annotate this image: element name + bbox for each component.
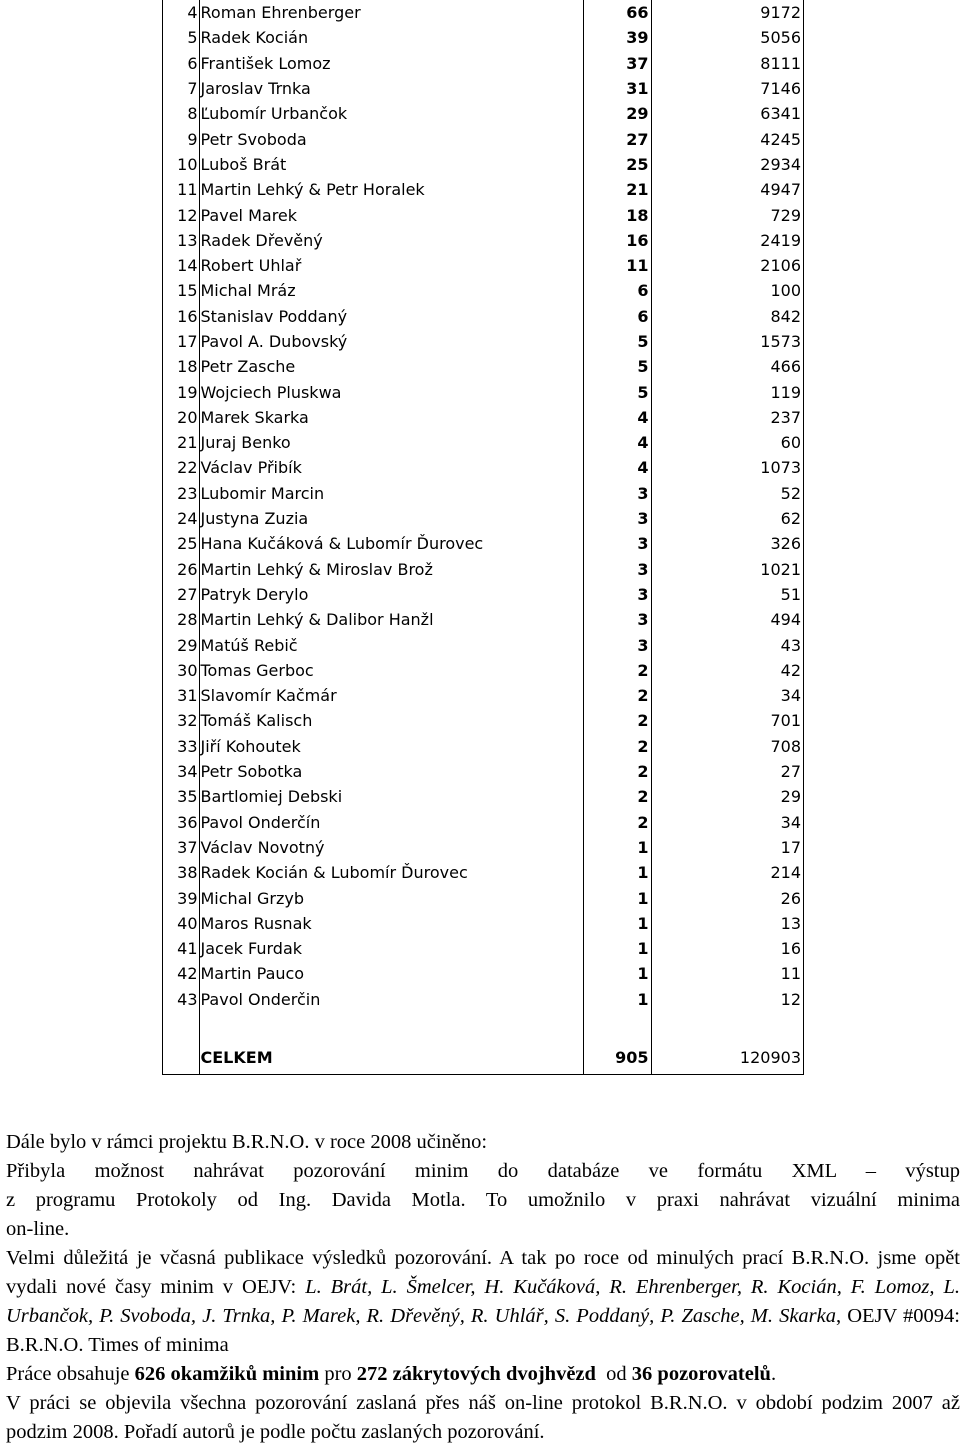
total-sum: 120903	[739, 1048, 801, 1068]
minima-count-cell: 4	[583, 430, 651, 455]
table-row	[163, 987, 803, 1012]
observer-name-cell: Radek Kocián & Lubomír Ďurovec	[199, 860, 583, 885]
observer-name-cell: Martin Lehký & Miroslav Brož	[199, 557, 583, 582]
observer-table-grid	[163, 0, 803, 1074]
rank-cell: 37	[163, 835, 199, 860]
table-row	[163, 278, 803, 303]
total-cell: 1021	[760, 559, 801, 579]
rank-cell: 5	[163, 25, 199, 50]
table-row	[163, 304, 803, 329]
table-row	[163, 759, 803, 784]
total-label: CELKEM	[199, 1042, 583, 1074]
rank-cell: 41	[163, 936, 199, 961]
total-cell: 12	[780, 989, 801, 1009]
observer-name-cell: Slavomír Kačmár	[199, 683, 583, 708]
observer-table	[162, 0, 804, 1075]
rank-cell: 26	[163, 557, 199, 582]
total-cell: 4947	[760, 180, 801, 200]
minima-count-cell: 39	[583, 25, 651, 50]
rank-cell: 31	[163, 683, 199, 708]
total-cell: 29	[780, 787, 801, 807]
rank-cell: 29	[163, 632, 199, 657]
minima-count-cell: 3	[583, 582, 651, 607]
rank-cell: 34	[163, 759, 199, 784]
total-cell: 43	[780, 635, 801, 655]
observer-name-cell: Pavol A. Dubovský	[199, 329, 583, 354]
rank-cell: 8	[163, 101, 199, 126]
minima-count-cell: 3	[583, 557, 651, 582]
rank-cell: 13	[163, 228, 199, 253]
observer-name-cell: Marek Skarka	[199, 405, 583, 430]
minima-count-cell: 2	[583, 734, 651, 759]
observer-name-cell: Martin Lehký & Dalibor Hanžl	[199, 607, 583, 632]
rank-cell: 33	[163, 734, 199, 759]
table-row	[163, 51, 803, 76]
rank-cell: 19	[163, 379, 199, 404]
observer-name-cell: Martin Lehký & Petr Horalek	[199, 177, 583, 202]
binaries-count: 272 zákrytových dvojhvězd	[356, 1363, 596, 1385]
publication-text: Velmi důležitá je včasná publikace výsledků pozorování. A tak po roce od minulých prací B.R.N.O. jsme opět vydali nové časy minim v OEJV:	[6, 1247, 960, 1298]
table-row	[163, 405, 803, 430]
total-cell: 842	[770, 306, 801, 326]
observer-name-cell: Petr Sobotka	[199, 759, 583, 784]
observer-name-cell: Hana Kučáková & Lubomír Ďurovec	[199, 531, 583, 556]
total-cell: 13	[780, 913, 801, 933]
minima-count-cell: 31	[583, 76, 651, 101]
table-row	[163, 202, 803, 227]
observer-name-cell: Petr Svoboda	[199, 126, 583, 151]
total-cell: 34	[780, 812, 801, 832]
observer-name-cell: Justyna Zuzia	[199, 506, 583, 531]
minima-count-cell: 3	[583, 632, 651, 657]
total-cell: 51	[780, 584, 801, 604]
rank-cell: 25	[163, 531, 199, 556]
observer-name-cell: Patryk Derylo	[199, 582, 583, 607]
observer-name-cell: František Lomoz	[199, 51, 583, 76]
total-cell: 27	[780, 762, 801, 782]
table-row	[163, 658, 803, 683]
rank-cell: 36	[163, 810, 199, 835]
rank-cell: 32	[163, 708, 199, 733]
table-row	[163, 76, 803, 101]
observer-name-cell: Václav Přibík	[199, 455, 583, 480]
rank-cell: 16	[163, 304, 199, 329]
table-row	[163, 177, 803, 202]
rank-cell: 12	[163, 202, 199, 227]
observer-name-cell: Martin Pauco	[199, 961, 583, 986]
minima-count-cell: 2	[583, 784, 651, 809]
total-cell: 16	[780, 939, 801, 959]
observer-name-cell: Radek Kocián	[199, 25, 583, 50]
publication-authors: L. Brát, L. Šmelcer, H. Kučáková, R. Ehrenberger, R. Kocián, F. Lomoz, L. Urbančok, P. Svoboda, J. Trnka, P. Marek, R. Dřevěný, R. Uhlář, S. Poddaný, P. Zasche, M. Skarka	[6, 1276, 960, 1327]
table-row	[163, 734, 803, 759]
total-cell: 1073	[760, 458, 801, 478]
table-row	[163, 708, 803, 733]
minima-count-cell: 37	[583, 51, 651, 76]
rank-cell: 23	[163, 481, 199, 506]
minima-count-cell: 6	[583, 304, 651, 329]
total-row	[163, 1042, 803, 1074]
rank-cell: 6	[163, 51, 199, 76]
observer-name-cell: Michal Grzyb	[199, 885, 583, 910]
table-row	[163, 101, 803, 126]
minima-count-cell: 6	[583, 278, 651, 303]
table-row	[163, 228, 803, 253]
minima-count-cell: 1	[583, 961, 651, 986]
table-row	[163, 911, 803, 936]
minima-count-cell: 66	[583, 0, 651, 25]
table-row	[163, 455, 803, 480]
xml-import-line3: on-line.	[6, 1218, 70, 1240]
minima-count-cell: 2	[583, 759, 651, 784]
total-cell: 17	[780, 837, 801, 857]
table-row	[163, 354, 803, 379]
rank-cell: 20	[163, 405, 199, 430]
table-row	[163, 126, 803, 151]
rank-cell: 27	[163, 582, 199, 607]
rank-cell: 22	[163, 455, 199, 480]
total-cell: 729	[770, 205, 801, 225]
rank-cell: 10	[163, 152, 199, 177]
total-cell: 9172	[760, 3, 801, 23]
observer-name-cell: Jiří Kohoutek	[199, 734, 583, 759]
table-row	[163, 683, 803, 708]
xml-import-line1: Přibyla možnost nahrávat pozorování minim do databáze ve formátu XML – výstup	[6, 1160, 960, 1182]
minima-count-cell: 27	[583, 126, 651, 151]
minima-count-cell: 11	[583, 253, 651, 278]
total-cell: 42	[780, 660, 801, 680]
rank-cell: 11	[163, 177, 199, 202]
minima-count-cell: 1	[583, 835, 651, 860]
rank-cell: 42	[163, 961, 199, 986]
minima-count-cell: 16	[583, 228, 651, 253]
publication-paragraph	[6, 1244, 960, 1360]
minima-count-cell: 1	[583, 911, 651, 936]
observer-name-cell: Tomas Gerboc	[199, 658, 583, 683]
total-cell: 8111	[760, 53, 801, 73]
total-cell: 466	[770, 357, 801, 377]
rank-cell: 40	[163, 911, 199, 936]
table-row	[163, 506, 803, 531]
rank-cell: 9	[163, 126, 199, 151]
table-row	[163, 25, 803, 50]
total-cell: 7146	[760, 79, 801, 99]
observer-name-cell: Luboš Brát	[199, 152, 583, 177]
table-row	[163, 379, 803, 404]
table-row	[163, 481, 803, 506]
total-cell: 11	[780, 964, 801, 984]
total-cell: 326	[770, 534, 801, 554]
protocol-paragraph: V práci se objevila všechna pozorování zaslaná přes náš on-line protokol B.R.N.O. v období podzim 2007 až podzim 2008. Pořadí autorů je podle počtu zaslaných pozorování.	[6, 1392, 960, 1443]
minima-count-cell: 4	[583, 455, 651, 480]
minima-count-cell: 18	[583, 202, 651, 227]
rank-cell: 38	[163, 860, 199, 885]
table-row	[163, 430, 803, 455]
table-row	[163, 810, 803, 835]
observer-name-cell: Pavel Marek	[199, 202, 583, 227]
total-cell: 701	[770, 711, 801, 731]
table-row	[163, 936, 803, 961]
minima-count-cell: 5	[583, 379, 651, 404]
rank-cell: 7	[163, 76, 199, 101]
minima-count-cell: 1	[583, 936, 651, 961]
total-cell: 34	[780, 686, 801, 706]
minima-count-cell: 2	[583, 658, 651, 683]
total-cell: 708	[770, 736, 801, 756]
observer-name-cell: Petr Zasche	[199, 354, 583, 379]
rank-cell: 35	[163, 784, 199, 809]
rank-cell: 15	[163, 278, 199, 303]
minima-count-cell: 1	[583, 860, 651, 885]
minima-count-cell: 3	[583, 506, 651, 531]
rank-cell: 28	[163, 607, 199, 632]
table-row	[163, 329, 803, 354]
table-row	[163, 253, 803, 278]
observer-name-cell: Pavol Onderčin	[199, 987, 583, 1012]
observer-name-cell: Maros Rusnak	[199, 911, 583, 936]
table-row	[163, 632, 803, 657]
observer-name-cell: Jacek Furdak	[199, 936, 583, 961]
observers-count: 36 pozorovatelů	[631, 1363, 771, 1385]
rank-cell: 43	[163, 987, 199, 1012]
observer-rows	[163, 0, 803, 1012]
observer-name-cell: Robert Uhlař	[199, 253, 583, 278]
observer-name-cell: Radek Dřevěný	[199, 228, 583, 253]
table-row	[163, 835, 803, 860]
publication-title: , OEJV #0094: B.R.N.O. Times of minima	[6, 1305, 960, 1356]
total-cell: 100	[770, 281, 801, 301]
observer-name-cell: Jaroslav Trnka	[199, 76, 583, 101]
total-cell: 2106	[760, 256, 801, 276]
minima-count-cell: 2	[583, 810, 651, 835]
summary-paragraph: Práce obsahuje 626 okamžiků minim pro 272 zákrytových dvojhvězd od 36 pozorovatelů.	[6, 1363, 777, 1385]
minima-count-cell: 25	[583, 152, 651, 177]
intro-paragraph: Dále bylo v rámci projektu B.R.N.O. v roce 2008 učiněno:	[6, 1131, 488, 1153]
observer-name-cell: Bartlomiej Debski	[199, 784, 583, 809]
xml-import-line2: z programu Protokoly od Ing. Davida Motla. To umožnilo v praxi nahrávat vizuální minima	[6, 1189, 960, 1211]
minima-count: 626 okamžiků minim	[134, 1363, 320, 1385]
observer-name-cell: Stanislav Poddaný	[199, 304, 583, 329]
total-cell: 2419	[760, 230, 801, 250]
rank-cell: 18	[163, 354, 199, 379]
rank-cell: 14	[163, 253, 199, 278]
total-cell: 4245	[760, 129, 801, 149]
table-row	[163, 607, 803, 632]
observer-name-cell: Ľubomír Urbančok	[199, 101, 583, 126]
observer-name-cell: Wojciech Pluskwa	[199, 379, 583, 404]
observer-name-cell: Lubomir Marcin	[199, 481, 583, 506]
observer-name-cell: Tomáš Kalisch	[199, 708, 583, 733]
rank-cell: 21	[163, 430, 199, 455]
minima-count-cell: 1	[583, 987, 651, 1012]
minima-count-cell: 29	[583, 101, 651, 126]
observer-name-cell: Roman Ehrenberger	[199, 0, 583, 25]
rank-cell: 39	[163, 885, 199, 910]
table-row	[163, 784, 803, 809]
rank-cell: 24	[163, 506, 199, 531]
minima-count-cell: 2	[583, 683, 651, 708]
table-row	[163, 582, 803, 607]
minima-count-cell: 3	[583, 607, 651, 632]
total-cell: 214	[770, 863, 801, 883]
observer-name-cell: Václav Novotný	[199, 835, 583, 860]
table-row	[163, 152, 803, 177]
blank-row	[163, 1012, 803, 1042]
minima-count-cell: 2	[583, 708, 651, 733]
total-count: 905	[583, 1042, 651, 1074]
table-row	[163, 860, 803, 885]
total-cell: 119	[770, 382, 801, 402]
minima-count-cell: 3	[583, 481, 651, 506]
total-cell: 60	[780, 433, 801, 453]
total-cell: 5056	[760, 28, 801, 48]
rank-cell: 4	[163, 0, 199, 25]
minima-count-cell: 1	[583, 885, 651, 910]
table-row	[163, 961, 803, 986]
observer-name-cell: Michal Mráz	[199, 278, 583, 303]
observer-name-cell: Juraj Benko	[199, 430, 583, 455]
total-cell: 2934	[760, 154, 801, 174]
rank-cell: 30	[163, 658, 199, 683]
minima-count-cell: 5	[583, 329, 651, 354]
minima-count-cell: 4	[583, 405, 651, 430]
rank-cell: 17	[163, 329, 199, 354]
total-cell: 6341	[760, 104, 801, 124]
minima-count-cell: 21	[583, 177, 651, 202]
minima-count-cell: 5	[583, 354, 651, 379]
table-row	[163, 885, 803, 910]
report-text	[6, 1128, 960, 1447]
observer-name-cell: Matúš Rebič	[199, 632, 583, 657]
total-cell: 62	[780, 509, 801, 529]
table-row	[163, 0, 803, 25]
minima-count-cell: 3	[583, 531, 651, 556]
total-cell: 1573	[760, 332, 801, 351]
total-cell: 237	[770, 407, 801, 427]
observer-name-cell: Pavol Onderčín	[199, 810, 583, 835]
total-cell: 52	[780, 483, 801, 503]
total-cell: 494	[770, 610, 801, 630]
table-row	[163, 557, 803, 582]
total-cell: 26	[780, 888, 801, 908]
table-row	[163, 531, 803, 556]
